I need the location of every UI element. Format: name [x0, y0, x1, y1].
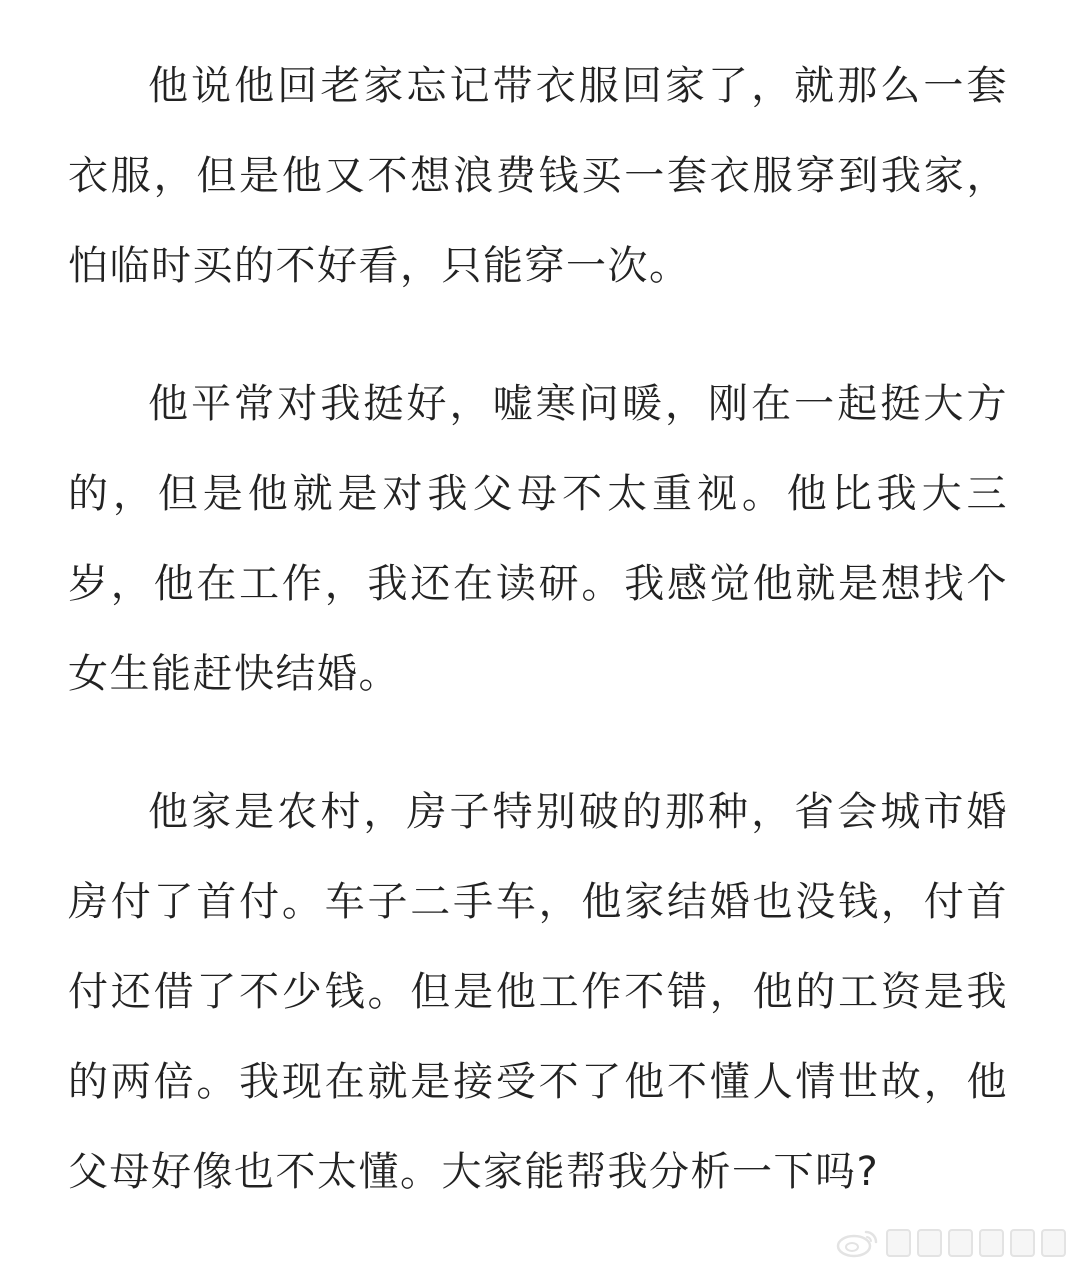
- weibo-logo-icon: [834, 1228, 880, 1258]
- paragraph-1: 他说他回老家忘记带衣服回家了，就那么一套衣服，但是他又不想浪费钱买一套衣服穿到我家，怕临时买的不好看，只能穿一次。: [68, 63, 1008, 289]
- watermark-text: [886, 1229, 1066, 1257]
- paragraph-3: 他家是农村，房子特别破的那种，省会城市婚房付了首付。车子二手车，他家结婚也没钱，付首付还借了不少钱。但是他工作不错，他的工资是我的两倍。我现在就是接受不了他不懂人情世故，他父母好像也不太懂。大家能帮我分析一下吗?: [68, 789, 1008, 1195]
- paragraph-2: 他平常对我挺好，嘘寒问暖，刚在一起挺大方的，但是他就是对我父母不太重视。他比我大三岁，他在工作，我还在读研。我感觉他就是想找个女生能赶快结婚。: [68, 381, 1008, 697]
- watermark: [834, 1223, 1066, 1263]
- post-body: [68, 41, 1008, 1265]
